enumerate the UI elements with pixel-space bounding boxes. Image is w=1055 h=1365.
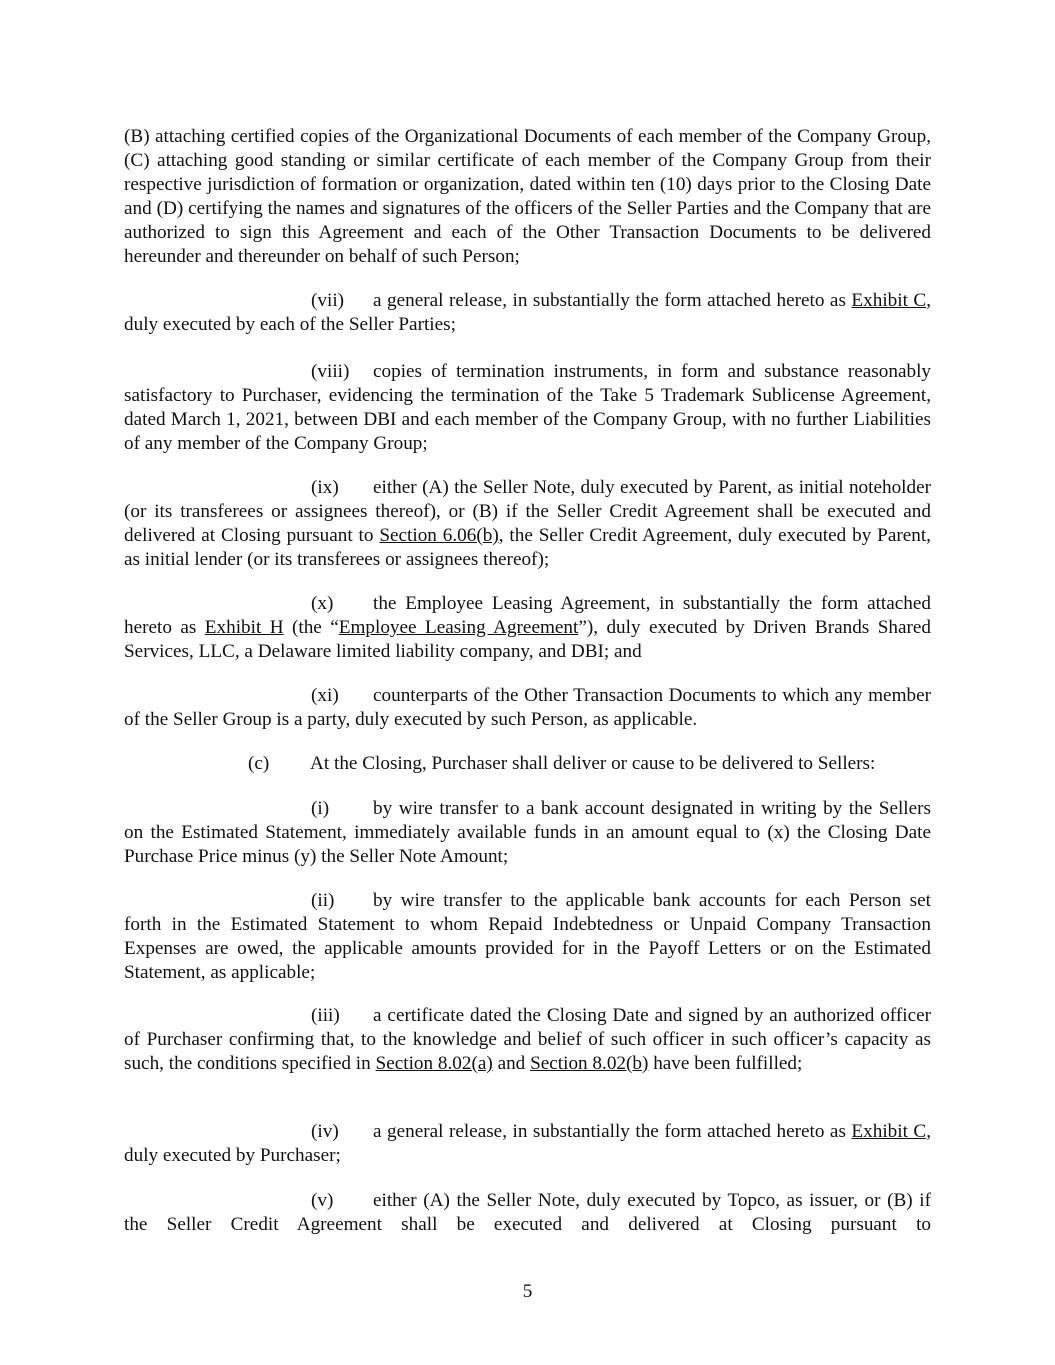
paragraph-vii-general-release: (vii) a general release, in substantially the form attached hereto as Exhibit C, duly executed by each of the Seller Parties; [124, 290, 931, 335]
clause-number: (iii) [311, 1005, 340, 1026]
paragraph-x-employee-leasing: (x) the Employee Leasing Agreement, in substantially the form attached hereto as Exhibit H (the “Employee Leasing Agreement”), duly executed by Driven Brands Shared Services, LLC, a Delaware limited liability company, and DBI; and [124, 593, 931, 662]
paragraph-c-ii-payoff: (ii) by wire transfer to the applicable bank accounts for each Person set forth in the Estimated Statement to whom Repaid Indebtedness or Unpaid Company Transaction Expenses are owed, the applicable amounts provided for in the Payoff Letters or on the Estimated Statement, as applicable; [124, 890, 931, 983]
exhibit-h-link[interactable]: Exhibit H [204, 617, 284, 638]
clause-number: (ii) [311, 890, 335, 911]
section-6-06b-link[interactable]: Section 6.06(b) [379, 525, 499, 546]
clause-number: (x) [311, 593, 334, 614]
paragraph-c-v-seller-note: (v) either (A) the Seller Note, duly executed by Topco, as issuer, or (B) if the Seller Credit Agreement shall be executed and delivered at Closing pursuant to [124, 1190, 931, 1235]
page-number: 5 [522, 1281, 533, 1302]
clause-number: (ix) [311, 477, 339, 498]
clause-number: (iv) [311, 1121, 339, 1142]
section-8-02a-link[interactable]: Section 8.02(a) [375, 1053, 493, 1074]
section-8-02b-link[interactable]: Section 8.02(b) [530, 1053, 649, 1074]
clause-number: (viii) [311, 361, 350, 382]
clause-number: (xi) [311, 685, 339, 706]
paragraph-certificate-continuation: (B) attaching certified copies of the Organizational Documents of each member of the Company Group, (C) attaching good standing or similar certificate of each member of the Company Group from their respective jurisdiction of formation or organization, dated within ten (10) days prior to the Closing Date and (D) certifying the names and signatures of the officers of the Seller Parties and the Company that are authorized to sign this Agreement and each of the Other Transaction Documents to be delivered hereunder and thereunder on behalf of such Person; [124, 126, 931, 267]
exhibit-c-link[interactable]: Exhibit C [851, 290, 927, 311]
paragraph-c-purchaser-deliveries: (c) At the Closing, Purchaser shall deliver or cause to be delivered to Sellers: [248, 753, 876, 774]
clause-number: (i) [311, 798, 330, 819]
exhibit-c-link[interactable]: Exhibit C [851, 1121, 927, 1142]
clause-number: (c) [248, 753, 270, 774]
paragraph-c-iii-certificate: (iii) a certificate dated the Closing Date and signed by an authorized officer of Purchaser confirming that, to the knowledge and belief of such officer in such officer’s capacity as such, the conditions specified in Section 8.02(a) and Section 8.02(b) have been fulfilled; [124, 1005, 931, 1074]
paragraph-xi-counterparts: (xi) counterparts of the Other Transaction Documents to which any member of the Seller Group is a party, duly executed by such Person, as applicable. [124, 685, 931, 730]
paragraph-c-iv-general-release: (iv) a general release, in substantially the form attached hereto as Exhibit C, duly executed by Purchaser; [124, 1121, 931, 1166]
clause-number: (vii) [311, 290, 345, 311]
paragraph-c-i-wire-transfer: (i) by wire transfer to a bank account designated in writing by the Sellers on the Estimated Statement, immediately available funds in an amount equal to (x) the Closing Date Purchase Price minus (y) the Seller Note Amount; [124, 798, 931, 867]
employee-leasing-agreement-term: Employee Leasing Agreement [338, 617, 579, 638]
clause-number: (v) [311, 1190, 334, 1211]
paragraph-viii-termination-instruments: (viii) copies of termination instruments, in form and substance reasonably satisfactory to Purchaser, evidencing the termination of the Take 5 Trademark Sublicense Agreement, dated March 1, 2021, between DBI and each member of the Company Group, with no further Liabilities of any member of the Company Group; [124, 361, 931, 454]
paragraph-ix-seller-note: (ix) either (A) the Seller Note, duly executed by Parent, as initial noteholder (or its transferees or assignees thereof), or (B) if the Seller Credit Agreement shall be executed and delivered at Closing pursuant to Section 6.06(b), the Seller Credit Agreement, duly executed by Parent, as initial lender (or its transferees or assignees thereof); [124, 477, 931, 570]
